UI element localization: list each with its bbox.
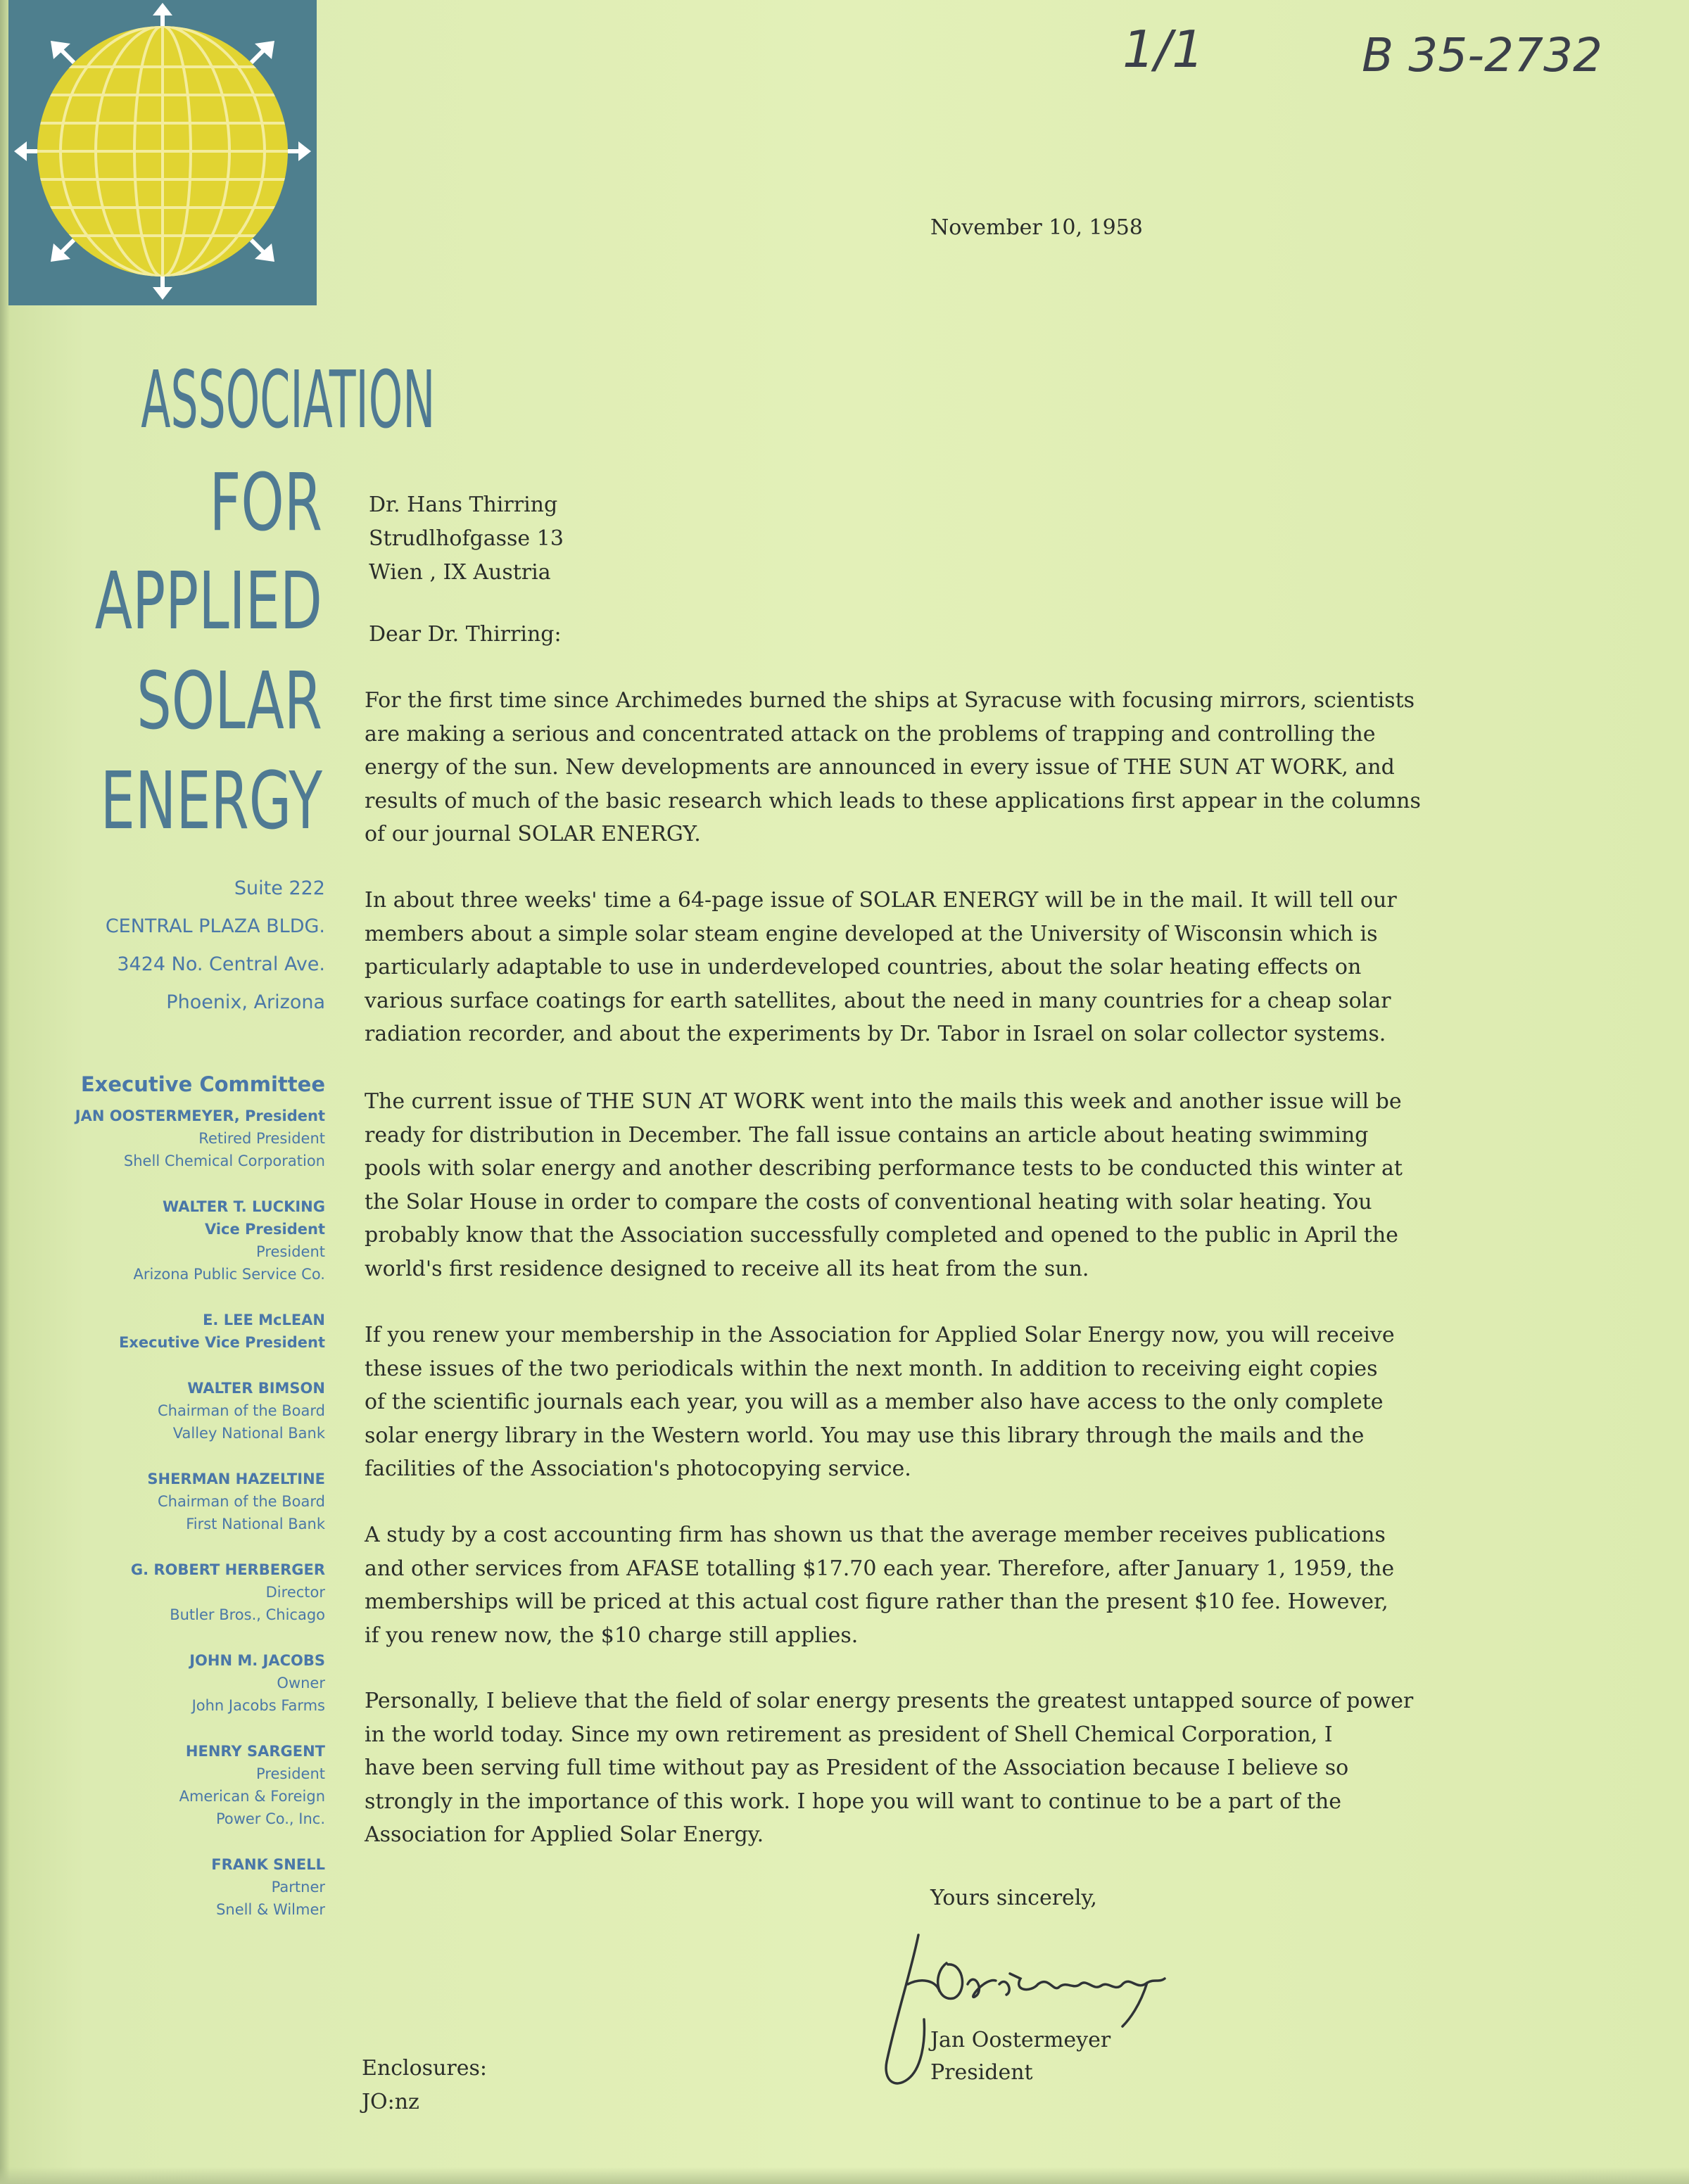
org-name-line: ENERGY: [100, 754, 322, 848]
body-paragraph: [365, 1085, 1503, 1285]
committee-member: [28, 1740, 325, 1830]
text-line: If you renew your membership in the Association for Applied Solar Energy now, you will receive: [365, 1323, 1395, 1347]
text-line: in the world today. Since my own retirement as president of Shell Chemical Corporation, I: [365, 1722, 1333, 1747]
text-line: Personally, I believe that the field of solar energy presents the greatest untapped source of power: [365, 1689, 1414, 1713]
page-edge-shadow: [0, 0, 10, 2184]
text-line: A study by a cost accounting firm has shown us that the average member receives publications: [365, 1523, 1386, 1547]
text-line: strongly in the importance of this work. I hope you will want to continue to be a part of the: [365, 1789, 1341, 1814]
body-paragraph: [365, 684, 1503, 851]
text-line: facilities of the Association's photocopying service.: [365, 1456, 911, 1481]
text-line: are making a serious and concentrated attack on the problems of trapping and controlling the: [365, 721, 1376, 747]
org-address: [42, 870, 325, 1022]
member-name: JOHN M. JACOBS: [189, 1652, 325, 1669]
committee-member: [28, 1195, 325, 1285]
committee-member: [28, 1649, 325, 1717]
text-line: For the first time since Archimedes burned the ships at Syracuse with focusing mirrors, scientists: [365, 688, 1415, 713]
member-role: Valley National Bank: [172, 1425, 325, 1442]
member-name: G. ROBERT HERBERGER: [130, 1561, 325, 1578]
committee-member: [28, 1468, 325, 1535]
handwritten-note: B 35-2732: [1362, 28, 1603, 82]
committee-member: [28, 1853, 325, 1921]
reference-initials: JO:nz: [362, 2090, 419, 2114]
member-role: Chairman of the Board: [157, 1402, 325, 1419]
org-name-line: APPLIED: [94, 554, 322, 648]
member-role: President: [256, 1765, 325, 1782]
text-line: Association for Applied Solar Energy.: [365, 1822, 764, 1847]
enclosures-note: Enclosures:: [362, 2056, 487, 2081]
member-role: Director: [265, 1584, 325, 1601]
member-role: Chairman of the Board: [157, 1493, 325, 1510]
text-line: ready for distribution in December. The fall issue contains an article about heating swimming: [365, 1122, 1369, 1148]
text-line: if you renew now, the $10 charge still applies.: [365, 1623, 859, 1648]
member-role: Butler Bros., Chicago: [170, 1606, 325, 1623]
member-name: WALTER T. LUCKING: [163, 1198, 325, 1215]
text-line: and other services from AFASE totalling $17.70 each year. Therefore, after January 1, 1959, the: [365, 1556, 1395, 1581]
committee-member: [28, 1558, 325, 1626]
recipient-line: Dr. Hans Thirring: [369, 493, 558, 517]
member-role: American & Foreign: [179, 1788, 325, 1805]
member-role: President: [256, 1243, 325, 1260]
globe-logo: [8, 0, 317, 305]
org-name-line: FOR: [209, 456, 322, 550]
recipient-line: Strudlhofgasse 13: [369, 526, 564, 551]
member-role: Retired President: [198, 1130, 325, 1147]
body-paragraph: [365, 1319, 1503, 1486]
member-role: Arizona Public Service Co.: [133, 1266, 325, 1283]
member-name: FRANK SNELL: [211, 1856, 325, 1873]
text-line: energy of the sun. New developments are announced in every issue of THE SUN AT WORK, and: [365, 755, 1395, 780]
member-name: WALTER BIMSON: [187, 1380, 325, 1397]
text-line: of the scientific journals each year, you will as a member also have access to the only complete: [365, 1390, 1384, 1414]
committee-member: [28, 1309, 325, 1354]
address-line: 3424 No. Central Ave.: [117, 953, 325, 975]
recipient-line: Wien , IX Austria: [369, 560, 551, 585]
org-name-line: SOLAR: [137, 654, 322, 748]
body-paragraph: [365, 1684, 1503, 1852]
org-name-line: ASSOCIATION: [141, 353, 436, 447]
text-line: world's first residence designed to receive all its heat from the sun.: [365, 1256, 1089, 1281]
signer-title: President: [930, 2060, 1033, 2085]
member-role: Executive Vice President: [118, 1334, 325, 1351]
member-name: HENRY SARGENT: [185, 1743, 325, 1760]
text-line: particularly adaptable to use in underdeveloped countries, about the solar heating effects on: [365, 955, 1362, 979]
signer-name: Jan Oostermeyer: [930, 2028, 1111, 2052]
address-line: Suite 222: [234, 877, 325, 899]
text-line: of our journal SOLAR ENERGY.: [365, 822, 701, 846]
body-paragraph: [365, 1518, 1503, 1652]
text-line: The current issue of THE SUN AT WORK went into the mails this week and another issue will be: [365, 1089, 1402, 1114]
address-line: CENTRAL PLAZA BLDG.: [105, 915, 325, 937]
member-role: First National Bank: [186, 1516, 325, 1532]
executive-committee: [28, 1072, 325, 1944]
member-name: SHERMAN HAZELTINE: [147, 1471, 325, 1487]
page-bottom-shadow: [0, 2167, 1689, 2184]
handwritten-note: 1/1: [1122, 20, 1204, 79]
member-role: Vice President: [204, 1221, 325, 1238]
body-paragraph: [365, 884, 1503, 1051]
committee-member: [28, 1105, 325, 1172]
text-line: probably know that the Association successfully completed and opened to the public in April the: [365, 1223, 1398, 1247]
member-role: Power Co., Inc.: [215, 1810, 325, 1827]
globe-icon: [8, 0, 317, 305]
member-role: Shell Chemical Corporation: [123, 1153, 325, 1169]
text-line: solar energy library in the Western world. You may use this library through the mails and the: [365, 1423, 1365, 1448]
text-line: radiation recorder, and about the experiments by Dr. Tabor in Israel on solar collector systems.: [365, 1022, 1386, 1046]
text-line: members about a simple solar steam engine developed at the University of Wisconsin which is: [365, 921, 1378, 946]
committee-member: [28, 1377, 325, 1445]
text-line: memberships will be priced at this actual cost figure rather than the present $10 fee. However,: [365, 1589, 1388, 1614]
member-role: Partner: [271, 1879, 325, 1896]
text-line: results of much of the basic research which leads to these applications first appear in the columns: [365, 788, 1421, 813]
member-role: Snell & Wilmer: [216, 1901, 325, 1918]
text-line: pools with solar energy and another describing performance tests to be conducted this winter at: [365, 1156, 1403, 1181]
member-role: John Jacobs Farms: [191, 1697, 325, 1714]
recipient-address: [369, 488, 564, 590]
text-line: the Solar House in order to compare the costs of conventional heating with solar heating. You: [365, 1189, 1372, 1214]
closing: Yours sincerely,: [930, 1886, 1097, 1910]
text-line: have been serving full time without pay as President of the Association because I believe so: [365, 1756, 1349, 1780]
committee-title: Executive Committee: [80, 1072, 325, 1096]
text-line: various surface coatings for earth satellites, about the need in many countries for a cheap solar: [365, 988, 1391, 1013]
member-name: E. LEE McLEAN: [203, 1312, 325, 1328]
text-line: In about three weeks' time a 64-page issue of SOLAR ENERGY will be in the mail. It will tell our: [365, 888, 1397, 913]
address-line: Phoenix, Arizona: [166, 991, 325, 1013]
text-line: these issues of the two periodicals within the next month. In addition to receiving eight copies: [365, 1356, 1378, 1381]
member-name: JAN OOSTERMEYER, President: [75, 1107, 325, 1124]
letter-date: November 10, 1958: [930, 215, 1143, 240]
salutation: Dear Dr. Thirring:: [369, 622, 562, 647]
member-role: Owner: [277, 1675, 325, 1691]
